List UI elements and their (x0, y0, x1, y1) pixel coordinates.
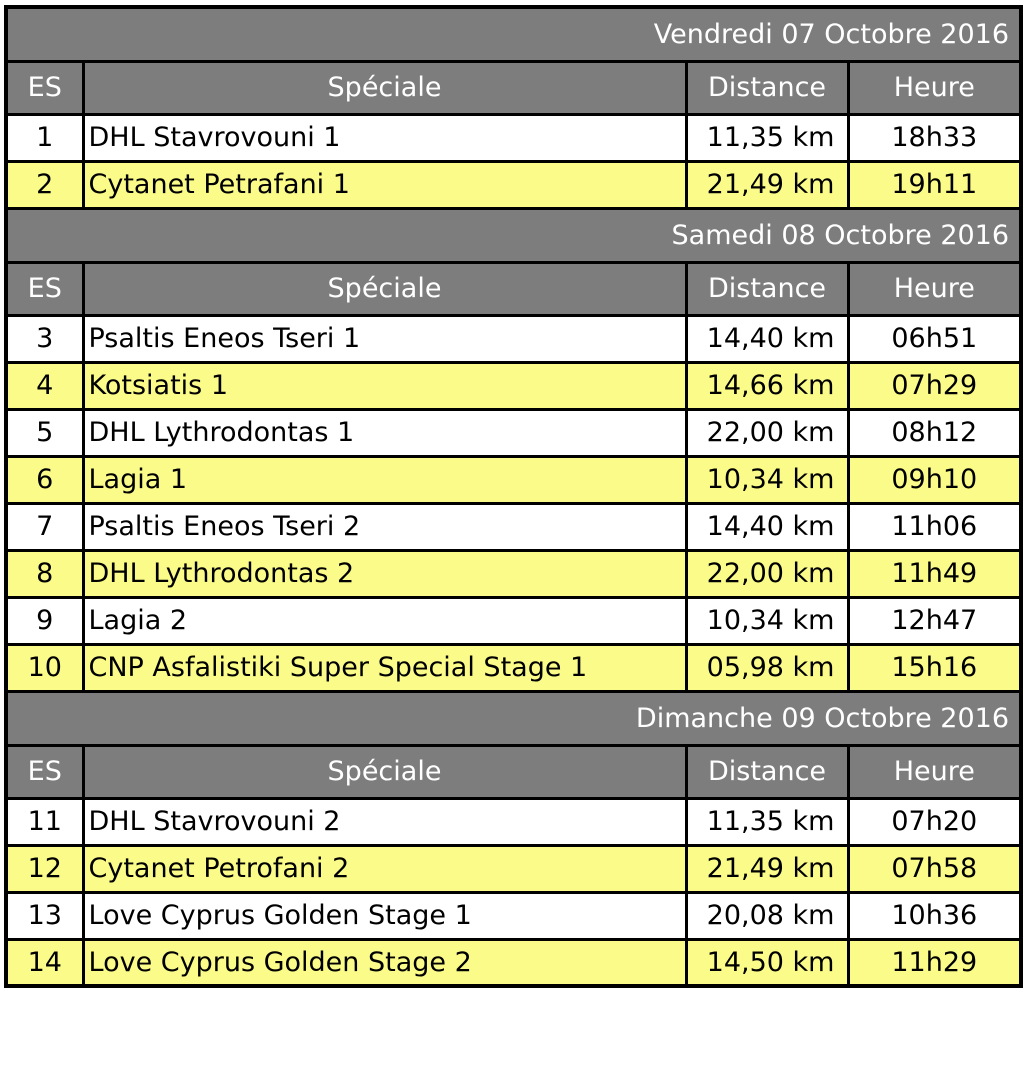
stage-time: 18h33 (848, 114, 1021, 161)
speciale-column-header: Spéciale (83, 61, 686, 114)
stage-name: Lagia 2 (83, 597, 686, 644)
stage-number: 9 (6, 597, 83, 644)
stage-time: 08h12 (848, 409, 1021, 456)
stage-name: Love Cyprus Golden Stage 1 (83, 892, 686, 939)
stage-name: Cytanet Petrafani 1 (83, 161, 686, 208)
stage-name: Cytanet Petrofani 2 (83, 845, 686, 892)
es-column-header: ES (6, 262, 83, 315)
stage-distance: 14,66 km (686, 362, 848, 409)
stage-row (6, 161, 1021, 208)
stage-distance: 20,08 km (686, 892, 848, 939)
stage-number: 2 (6, 161, 83, 208)
distance-column-header: Distance (686, 745, 848, 798)
stage-time: 06h51 (848, 315, 1021, 362)
stage-number: 11 (6, 798, 83, 845)
stage-time: 09h10 (848, 456, 1021, 503)
es-column-header: ES (6, 61, 83, 114)
stage-distance: 21,49 km (686, 845, 848, 892)
schedule-body (6, 7, 1021, 986)
column-header-row (6, 745, 1021, 798)
day-header-row (6, 7, 1021, 61)
stage-distance: 10,34 km (686, 456, 848, 503)
stage-number: 7 (6, 503, 83, 550)
es-column-header: ES (6, 745, 83, 798)
stage-name: DHL Stavrovouni 1 (83, 114, 686, 161)
day-title: Vendredi 07 Octobre 2016 (6, 7, 1021, 61)
day-title: Samedi 08 Octobre 2016 (6, 208, 1021, 262)
stage-distance: 14,50 km (686, 939, 848, 986)
speciale-column-header: Spéciale (83, 262, 686, 315)
stage-name: DHL Lythrodontas 1 (83, 409, 686, 456)
stage-name: Psaltis Eneos Tseri 2 (83, 503, 686, 550)
distance-column-header: Distance (686, 262, 848, 315)
stage-row (6, 456, 1021, 503)
stage-row (6, 644, 1021, 691)
heure-column-header: Heure (848, 262, 1021, 315)
stage-number: 13 (6, 892, 83, 939)
stage-number: 8 (6, 550, 83, 597)
day-header-row (6, 208, 1021, 262)
stage-time: 11h49 (848, 550, 1021, 597)
stage-distance: 11,35 km (686, 114, 848, 161)
stage-distance: 22,00 km (686, 409, 848, 456)
stage-number: 10 (6, 644, 83, 691)
stage-name: Kotsiatis 1 (83, 362, 686, 409)
stage-time: 07h20 (848, 798, 1021, 845)
stage-name: Love Cyprus Golden Stage 2 (83, 939, 686, 986)
stage-number: 4 (6, 362, 83, 409)
stage-distance: 10,34 km (686, 597, 848, 644)
stage-name: Psaltis Eneos Tseri 1 (83, 315, 686, 362)
stage-row (6, 597, 1021, 644)
stage-name: Lagia 1 (83, 456, 686, 503)
distance-column-header: Distance (686, 61, 848, 114)
stage-time: 11h29 (848, 939, 1021, 986)
stage-distance: 14,40 km (686, 315, 848, 362)
column-header-row (6, 262, 1021, 315)
stage-number: 14 (6, 939, 83, 986)
stage-row (6, 798, 1021, 845)
schedule-table (4, 5, 1023, 988)
stage-time: 15h16 (848, 644, 1021, 691)
stage-distance: 14,40 km (686, 503, 848, 550)
heure-column-header: Heure (848, 61, 1021, 114)
stage-time: 19h11 (848, 161, 1021, 208)
day-header-row (6, 691, 1021, 745)
stage-time: 12h47 (848, 597, 1021, 644)
stage-time: 11h06 (848, 503, 1021, 550)
stage-row (6, 939, 1021, 986)
stage-number: 12 (6, 845, 83, 892)
stage-name: DHL Lythrodontas 2 (83, 550, 686, 597)
stage-distance: 22,00 km (686, 550, 848, 597)
stage-row (6, 114, 1021, 161)
stage-name: DHL Stavrovouni 2 (83, 798, 686, 845)
stage-time: 07h29 (848, 362, 1021, 409)
speciale-column-header: Spéciale (83, 745, 686, 798)
stage-row (6, 892, 1021, 939)
stage-row (6, 315, 1021, 362)
stage-number: 3 (6, 315, 83, 362)
stage-row (6, 550, 1021, 597)
stage-time: 07h58 (848, 845, 1021, 892)
stage-row (6, 362, 1021, 409)
stage-distance: 21,49 km (686, 161, 848, 208)
stage-number: 1 (6, 114, 83, 161)
stage-number: 5 (6, 409, 83, 456)
stage-row (6, 845, 1021, 892)
day-title: Dimanche 09 Octobre 2016 (6, 691, 1021, 745)
stage-row (6, 409, 1021, 456)
stage-number: 6 (6, 456, 83, 503)
stage-distance: 11,35 km (686, 798, 848, 845)
stage-distance: 05,98 km (686, 644, 848, 691)
heure-column-header: Heure (848, 745, 1021, 798)
stage-row (6, 503, 1021, 550)
stage-time: 10h36 (848, 892, 1021, 939)
column-header-row (6, 61, 1021, 114)
stage-name: CNP Asfalistiki Super Special Stage 1 (83, 644, 686, 691)
